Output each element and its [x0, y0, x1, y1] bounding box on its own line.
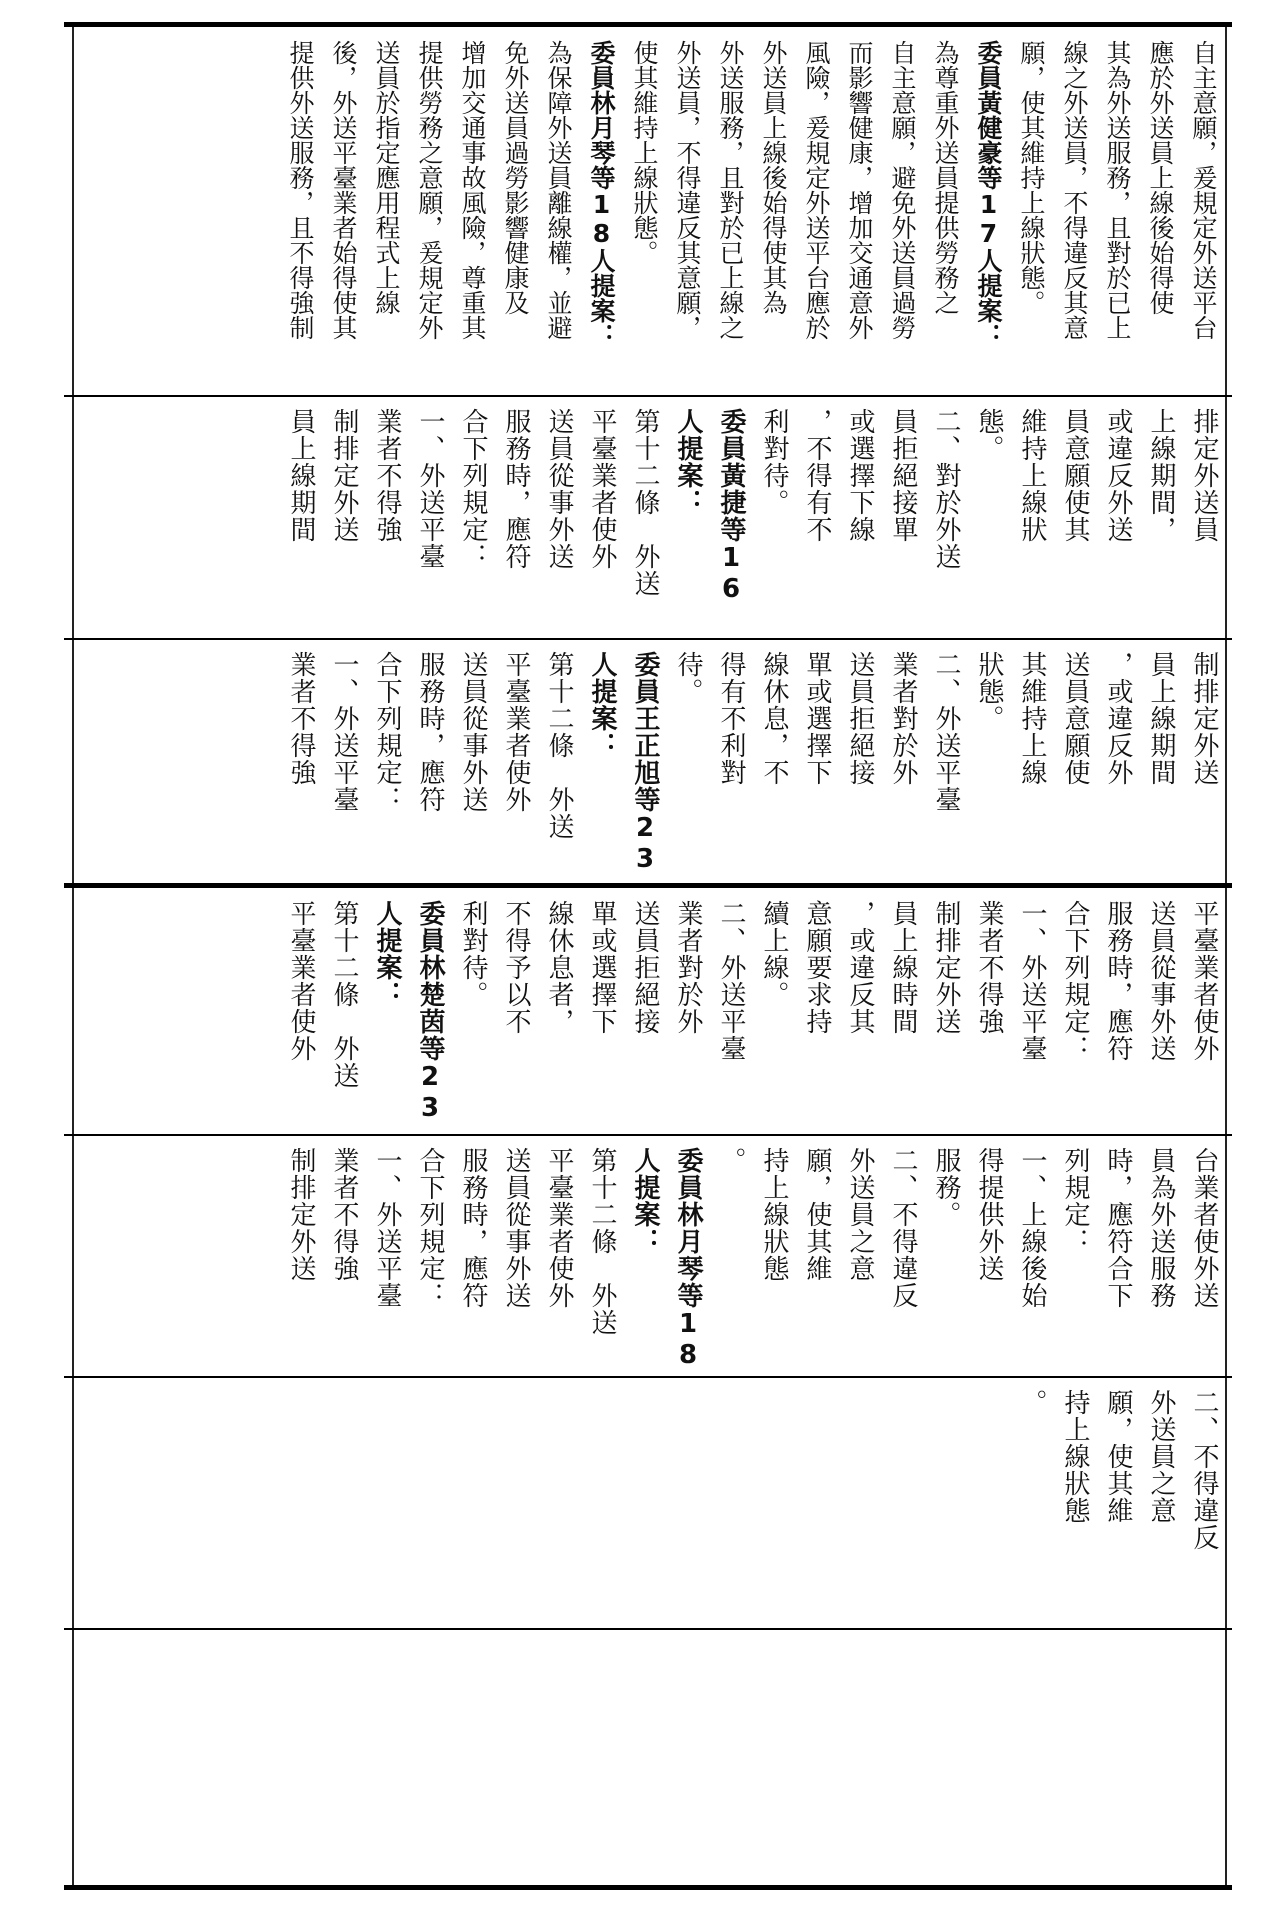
text-column: 合下列規定： [1060, 900, 1090, 1062]
text-column: 二、不得違反 [1189, 1389, 1219, 1551]
text-column: 員上線期間 [1146, 651, 1176, 786]
row1-divider-2 [64, 638, 1232, 640]
row2-divider-1 [64, 1134, 1232, 1136]
text-column: 得提供外送 [974, 1147, 1004, 1282]
text-column: 上線期間， [1146, 408, 1176, 543]
text-column: 業者不得強 [329, 1147, 359, 1282]
text-column: 服務時，應符 [458, 1147, 488, 1309]
text-column: 制排定外送 [1189, 651, 1219, 786]
text-column: 二、外送平臺 [931, 651, 961, 813]
text-column: 持上線狀態 [759, 1147, 789, 1282]
text-column: 風險，爰規定外送平台應於 [802, 40, 831, 340]
text-column: 平臺業者使外 [286, 900, 316, 1062]
text-column: 增加交通事故風險，尊重其 [458, 40, 487, 340]
text-column: 員拒絕接單 [888, 408, 918, 543]
text-column: 送員拒絕接 [630, 900, 660, 1035]
text-column: 制排定外送 [931, 900, 961, 1035]
text-column: 委員黃健豪等17人提案： [974, 40, 1003, 348]
text-column: 服務時，應符 [415, 651, 445, 813]
text-column: 其為外送服務，且對於已上 [1103, 40, 1132, 340]
row2-divider-2 [64, 1376, 1232, 1378]
text-column: 外送員上線後始得使其為 [759, 40, 788, 315]
text-column: 制排定外送 [329, 408, 359, 543]
text-column: 應於外送員上線後始得使 [1146, 40, 1175, 315]
text-column: 送員從事外送 [458, 651, 488, 813]
text-column: 台業者使外送 [1189, 1147, 1219, 1309]
text-column: 員上線期間 [286, 408, 316, 543]
text-column: 意願要求持 [802, 900, 832, 1035]
text-column: 委員黃捷等16 [716, 408, 746, 605]
text-column: 二、對於外送 [931, 408, 961, 570]
text-column: 利對待。 [458, 900, 488, 1008]
text-column: 員為外送服務 [1146, 1147, 1176, 1309]
text-column: 合下列規定： [415, 1147, 445, 1309]
text-column: 委員王正旭等23 [630, 651, 660, 875]
text-column: 外送服務，且對於已上線之 [716, 40, 745, 340]
text-column: 平臺業者使外 [1189, 900, 1219, 1062]
text-column: 願，使其維 [1103, 1389, 1133, 1524]
text-column: 維持上線狀 [1017, 408, 1047, 543]
text-column: 或選擇下線 [845, 408, 875, 543]
text-column: 單或選擇下 [587, 900, 617, 1035]
text-column: 免外送員過勞影響健康及 [501, 40, 530, 315]
text-column: 員上線時間 [888, 900, 918, 1035]
text-column: 願，使其維持上線狀態。 [1017, 40, 1046, 315]
text-column: 外送員之意 [1146, 1389, 1176, 1524]
text-column: 列規定： [1060, 1147, 1090, 1255]
row2-proposal-cell-2 [75, 1147, 1225, 1371]
text-column: 其維持上線 [1017, 651, 1047, 786]
row1-border-left [72, 27, 74, 883]
text-column: 業者不得強 [286, 651, 316, 786]
text-column: 送員於指定應用程式上線 [372, 40, 401, 315]
text-column: 。 [1017, 1389, 1047, 1416]
text-column: 後，外送平臺業者始得使其 [329, 40, 358, 340]
text-column: 第十二條 外送 [630, 408, 660, 597]
row2-proposal-cell-1 [75, 900, 1225, 1128]
text-column: 外送員，不得違反其意願， [673, 40, 702, 340]
text-column: 制排定外送 [286, 1147, 316, 1282]
text-column: 待。 [673, 651, 703, 705]
text-column: 不得予以不 [501, 900, 531, 1035]
text-column: 或違反外送 [1103, 408, 1133, 543]
text-column: 業者不得強 [974, 900, 1004, 1035]
text-column: 業者對於外 [888, 651, 918, 786]
text-column: 服務時，應符 [501, 408, 531, 570]
text-column: 送員意願使 [1060, 651, 1090, 786]
text-column: ，或違反其 [845, 900, 875, 1035]
row1-border-right [1225, 27, 1227, 883]
text-column: 單或選擇下 [802, 651, 832, 786]
text-column: 為保障外送員離線權，並避 [544, 40, 573, 340]
row1-reason-cell [75, 40, 1225, 390]
text-column: 第十二條 外送 [587, 1147, 617, 1336]
row2-divider-3 [64, 1628, 1232, 1630]
text-column: 自主意願，爰規定外送平台 [1189, 40, 1218, 340]
row1-divider-1 [64, 395, 1232, 397]
text-column: 一、外送平臺 [372, 1147, 402, 1309]
text-column: 送員從事外送 [501, 1147, 531, 1309]
text-column: 委員林楚茵等23 [415, 900, 445, 1124]
text-column: 外送員之意 [845, 1147, 875, 1282]
text-column: ，或違反外 [1103, 651, 1133, 786]
text-column: 業者不得強 [372, 408, 402, 543]
text-column: 狀態。 [974, 651, 1004, 732]
text-column: 送員從事外送 [1146, 900, 1176, 1062]
text-column: 續上線。 [759, 900, 789, 1008]
text-column: 送員拒絕接 [845, 651, 875, 786]
text-column: ，不得有不 [802, 408, 832, 543]
text-column: 提供勞務之意願，爰規定外 [415, 40, 444, 340]
text-column: 一、外送平臺 [415, 408, 445, 570]
text-column: 委員林月琴等18人提案： [587, 40, 616, 348]
text-column: 人提案： [673, 408, 703, 516]
text-column: 服務時，應符 [1103, 900, 1133, 1062]
text-column: 員意願使其 [1060, 408, 1090, 543]
text-column: 人提案： [630, 1147, 660, 1255]
text-column: 人提案： [372, 900, 402, 1008]
text-column: 提供外送服務，且不得強制 [286, 40, 315, 340]
bottom-rule [64, 1885, 1232, 1890]
text-column: 二、外送平臺 [716, 900, 746, 1062]
text-column: 而影響健康，增加交通意外 [845, 40, 874, 340]
text-column: 第十二條 外送 [544, 651, 574, 840]
text-column: 平臺業者使外 [501, 651, 531, 813]
text-column: 自主意願，避免外送員過勞 [888, 40, 917, 340]
text-column: 服務。 [931, 1147, 961, 1228]
text-column: 排定外送員 [1189, 408, 1219, 543]
text-column: 一、上線後始 [1017, 1147, 1047, 1309]
text-column: 人提案： [587, 651, 617, 759]
text-column: 態。 [974, 408, 1004, 462]
text-column: 送員從事外送 [544, 408, 574, 570]
text-column: 為尊重外送員提供勞務之 [931, 40, 960, 315]
text-column: 平臺業者使外 [544, 1147, 574, 1309]
text-column: 利對待。 [759, 408, 789, 516]
text-column: 委員林月琴等18 [673, 1147, 703, 1371]
text-column: 線之外送員，不得違反其意 [1060, 40, 1089, 340]
middle-rule [64, 883, 1232, 888]
text-column: 願，使其維 [802, 1147, 832, 1282]
text-column: 平臺業者使外 [587, 408, 617, 570]
row2-proposal-cell-3 [75, 1389, 1225, 1623]
text-column: 線休息，不 [759, 651, 789, 786]
text-column: 第十二條 外送 [329, 900, 359, 1089]
text-column: 時，應符合下 [1103, 1147, 1133, 1309]
text-column: 持上線狀態 [1060, 1389, 1090, 1524]
top-rule [64, 22, 1232, 27]
text-column: 合下列規定： [372, 651, 402, 813]
text-column: 業者對於外 [673, 900, 703, 1035]
row1-proposal-cell-1 [75, 408, 1225, 632]
text-column: 。 [716, 1147, 746, 1174]
row2-border-right [1225, 888, 1227, 1885]
text-column: 二、不得違反 [888, 1147, 918, 1309]
text-column: 一、外送平臺 [329, 651, 359, 813]
row1-proposal-cell-2 [75, 651, 1225, 879]
text-column: 合下列規定： [458, 408, 488, 570]
text-column: 線休息者， [544, 900, 574, 1035]
text-column: 使其維持上線狀態。 [630, 40, 659, 265]
text-column: 得有不利對 [716, 651, 746, 786]
row2-border-left [72, 888, 74, 1885]
text-column: 一、外送平臺 [1017, 900, 1047, 1062]
